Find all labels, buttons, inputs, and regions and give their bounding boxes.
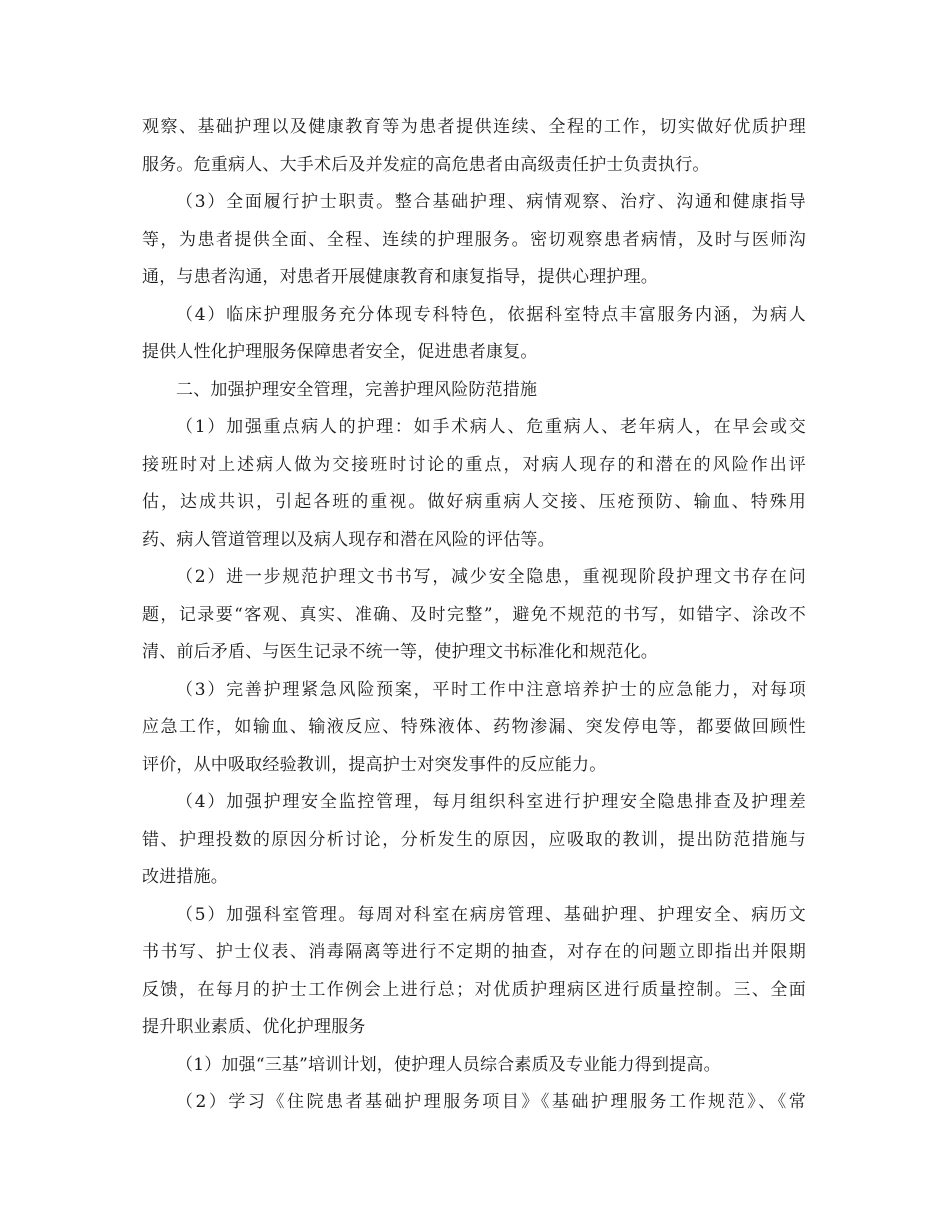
text-line: （1）加强“三基”培训计划，使护理人员综合素质及专业能力得到提高。 <box>176 1054 721 1075</box>
text-line: 药、病人管道管理以及病人现存和潜在风险的评估等。 <box>142 529 555 550</box>
text-line: 等，为患者提供全面、全程、连续的护理服务。密切观察患者病情，及时与医师沟 <box>142 229 806 250</box>
text-line: 反馈，在每月的护士工作例会上进行总；对优质护理病区进行质量控制。三、全面 <box>142 979 806 1000</box>
text-line: 错、护理投数的原因分析讨论，分析发生的原因，应吸取的教训，提出防范措施与 <box>142 829 806 850</box>
text-line: 提升职业素质、优化护理服务 <box>142 1017 366 1037</box>
text-line: （3）全面履行护士职责。整合基础护理、病情观察、治疗、沟通和健康指导 <box>176 192 806 212</box>
text-line: 改进措施。 <box>142 867 228 887</box>
text-line: 提供人性化护理服务保障患者安全，促进患者康复。 <box>142 342 538 362</box>
text-line: 接班时对上述病人做为交接班时讨论的重点，对病人现存的和潜在的风险作出评 <box>142 454 806 475</box>
text-line: （4）加强护理安全监控管理，每月组织科室进行护理安全隐患排查及护理差 <box>176 792 806 812</box>
text-line: （1）加强重点病人的护理：如手术病人、危重病人、老年病人，在早会或交 <box>176 417 806 437</box>
text-line: 评价，从中吸取经验教训，提高护士对突发事件的反应能力。 <box>142 754 607 775</box>
text-line: （3）完善护理紧急风险预案，平时工作中注意培养护士的应急能力，对每项 <box>176 679 806 700</box>
text-line: 服务。危重病人、大手术后及并发症的高危患者由高级责任护士负责执行。 <box>142 154 710 175</box>
text-line: （5）加强科室管理。每周对科室在病房管理、基础护理、护理安全、病历文 <box>176 904 806 925</box>
text-line: 观察、基础护理以及健康教育等为患者提供连续、全程的工作，切实做好优质护理 <box>142 117 806 137</box>
text-line: （2）学习《住院患者基础护理服务项目》《基础护理服务工作规范》、《常 <box>176 1092 806 1112</box>
text-line: 估，达成共识，引起各班的重视。做好病重病人交接、压疮预防、输血、特殊用 <box>142 492 806 512</box>
text-line: 清、前后矛盾、与医生记录不统一等，使护理文书标准化和规范化。 <box>142 642 658 662</box>
section-heading: 二、加强护理安全管理，完善护理风险防范措施 <box>176 379 538 400</box>
text-line: 书书写、护士仪表、消毒隔离等进行不定期的抽查，对存在的问题立即指出并限期 <box>142 942 806 962</box>
text-line: （4）临床护理服务充分体现专科特色，依据科室特点丰富服务内涵，为病人 <box>176 304 806 325</box>
text-line: （2）进一步规范护理文书书写，减少安全隐患，重视现阶段护理文书存在问 <box>176 567 806 587</box>
document-body <box>142 109 806 1122</box>
text-line: 通，与患者沟通，对患者开展健康教育和康复指导，提供心理护理。 <box>142 267 658 287</box>
text-line: 题，记录要“客观、真实、准确、及时完整”，避免不规范的书写，如错字、涂改不 <box>142 604 806 625</box>
text-line: 应急工作，如输血、输液反应、特殊液体、药物渗漏、突发停电等，都要做回顾性 <box>142 717 806 737</box>
